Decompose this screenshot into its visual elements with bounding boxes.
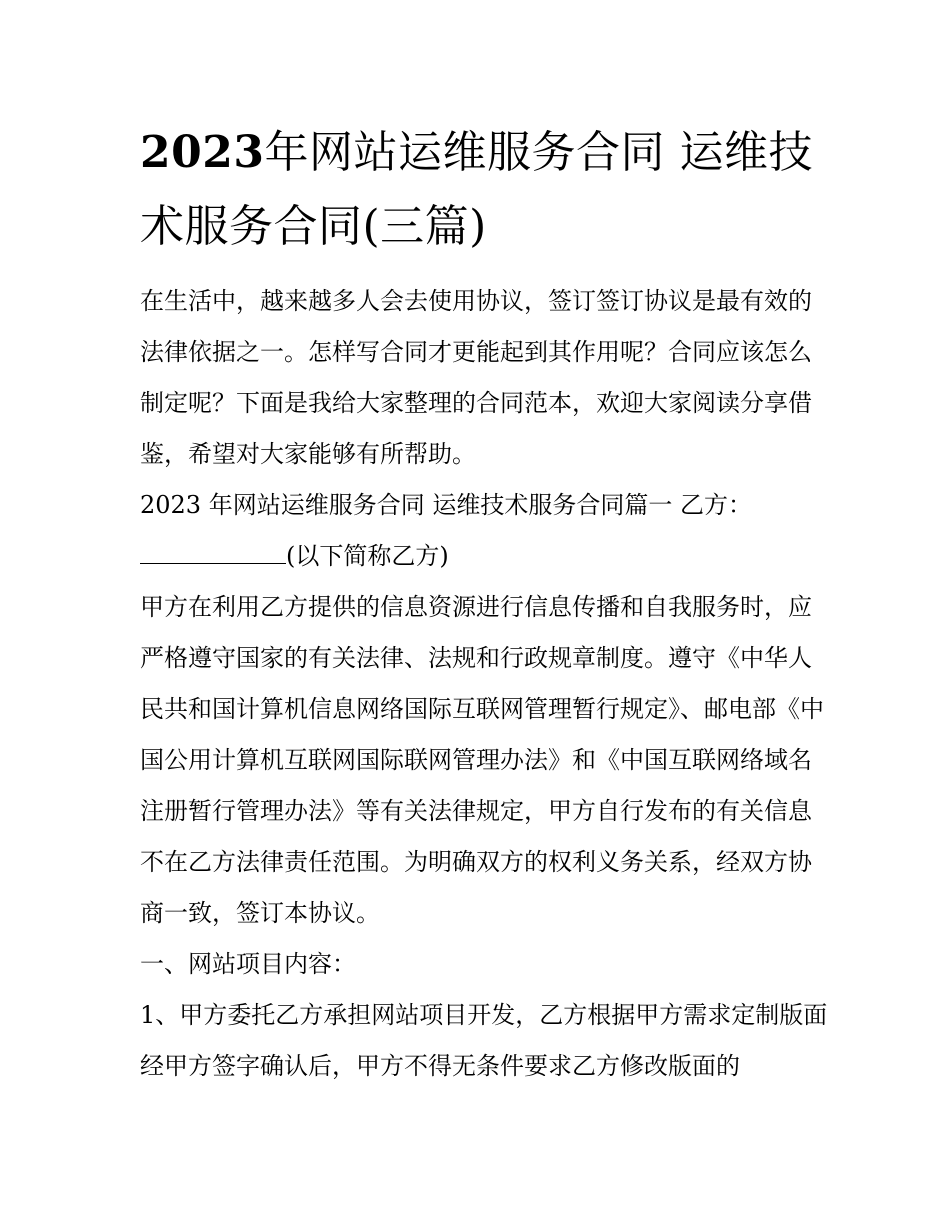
section-heading-one: 一、网站项目内容： — [140, 950, 356, 978]
contract-heading: 2023 年网站运维服务合同 运维技术服务合同篇一 乙方： — [140, 491, 752, 519]
title-text: 年网站运维服务合同 运维技术服务合同(三篇) — [140, 127, 813, 252]
blank-underline — [140, 541, 286, 564]
clause-paragraph: 甲方在利用乙方提供的信息资源进行信息传播和自我服务时，应严格遵守国家的有关法律、法规和行政规章制度。遵守《中华人民共和国计算机信息网络国际互联网管理暂行规定》、邮电部《中国公用计算机互联网国际联网管理办法》和《中国互联网络域名注册暂行管理办法》等有关法律规定，甲方自行发布的有关信息不在乙方法律责任范围。为明确双方的权利义务关系，经双方协商一致，签订本协议。 — [140, 593, 824, 927]
title-year: 2023 — [140, 127, 265, 178]
intro-paragraph: 在生活中，越来越多人会去使用协议，签订签订协议是最有效的法律依据之一。怎样写合同才更能起到其作用呢？合同应该怎么制定呢？下面是我给大家整理的合同范本，欢迎大家阅读分享借鉴，希望对大家能够有所帮助。 — [140, 287, 812, 468]
party-b-suffix: (以下简称乙方) — [286, 542, 449, 570]
document-body — [140, 276, 830, 1092]
party-b-line — [140, 531, 830, 582]
item-one-paragraph: 1、甲方委托乙方承担网站项目开发，乙方根据甲方需求定制版面经甲方签字确认后，甲方不得无条件要求乙方修改版面的 — [140, 1001, 828, 1080]
document-title — [140, 116, 820, 264]
